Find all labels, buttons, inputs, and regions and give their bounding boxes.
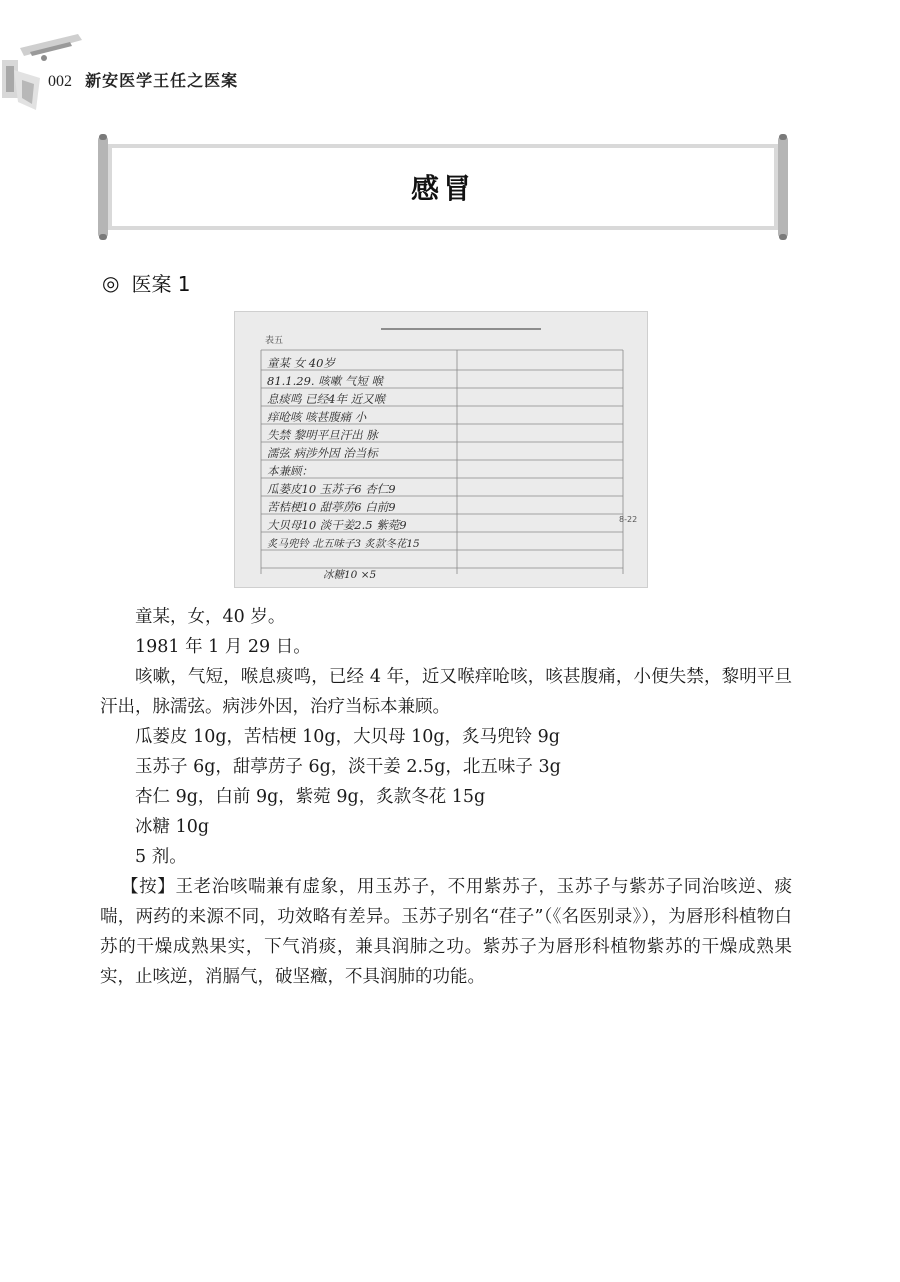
page-number: 002 [48, 73, 72, 90]
handwriting-line: 本兼顾： [267, 464, 313, 478]
patient-info: 童某，女，40 岁。 [135, 607, 286, 627]
scroll-rod-right-icon [778, 136, 788, 238]
case-heading-label: 医案 1 [131, 272, 191, 296]
commentary-note: 【按】王老治咳喘兼有虚象，用玉苏子，不用紫苏子，玉苏子与紫苏子同治咳逆、痰喘，两药的来源不同，功效略有差异。玉苏子别名“荏子”（《名医别录》），为唇形科植物白苏的干燥成熟果实，下气消痰，兼具润肺之功。紫苏子为唇形科植物紫苏的干燥成熟果实，止咳逆，消膈气，破坚癥，不具润肺的功能。 [100, 877, 792, 987]
scroll-rod-left-icon [98, 136, 108, 238]
chapter-title: 感冒 [410, 172, 475, 205]
handwriting-line: 冰糖10 ×5 [323, 569, 377, 581]
handwriting-line: 瓜蒌皮10 玉苏子6 杏仁9 [267, 482, 396, 496]
scroll-inner [112, 148, 774, 226]
handwriting-line: 失禁 黎明平旦汗出 脉 [267, 428, 378, 442]
handwriting-line: 濡弦 病涉外因 治当标 [267, 446, 378, 460]
prescription-line: 冰糖 10g [135, 817, 210, 837]
handwritten-record-photo [234, 311, 648, 588]
handwriting-line: 大贝母10 淡干姜2.5 紫菀9 [267, 518, 407, 532]
symptoms-paragraph: 咳嗽，气短，喉息痰鸣，已经 4 年，近又喉痒呛咳，咳甚腹痛，小便失禁，黎明平旦汗出，脉濡弦。病涉外因，治疗当标本兼顾。 [100, 667, 792, 717]
prescription-line: 瓜蒌皮 10g，苦桔梗 10g，大贝母 10g，炙马兜铃 9g [135, 727, 560, 747]
chapter-banner [98, 136, 788, 238]
handwriting-line: 炙马兜铃 北五味子3 炙款冬花15 [267, 538, 420, 550]
case-heading [102, 268, 191, 297]
handwriting-line: 苦桔梗10 甜葶苈6 白前9 [267, 500, 396, 514]
handwriting-line: 息痰鸣 已经4年 近又喉 [267, 392, 386, 406]
handwriting-line: 痒呛咳 咳甚腹痛 小 [267, 410, 367, 424]
handwriting-line: 81.1.29. 咳嗽 气短 喉 [267, 374, 384, 388]
case-body [100, 602, 792, 992]
book-title: 新安医学王任之医案 [85, 71, 239, 90]
prescription-line: 玉苏子 6g，甜葶苈子 6g，淡干姜 2.5g，北五味子 3g [135, 757, 561, 777]
handwriting-line: 童某 女 40岁 [267, 356, 335, 370]
visit-date: 1981 年 1 月 29 日。 [135, 637, 311, 657]
dosage-count: 5 剂。 [135, 847, 187, 867]
running-header [48, 68, 238, 91]
form-label: 表五 [265, 336, 284, 346]
margin-note: 8-22 [619, 515, 638, 524]
record-sheet [235, 312, 647, 587]
prescription-line: 杏仁 9g，白前 9g，紫菀 9g，炙款冬花 15g [135, 787, 486, 807]
double-circle-icon: ◎ [102, 270, 120, 295]
